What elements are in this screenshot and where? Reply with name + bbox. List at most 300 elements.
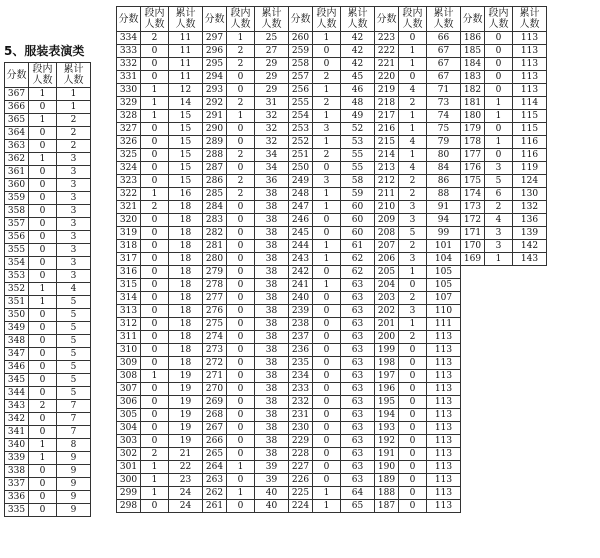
cumulative-cell: 38 [255, 214, 289, 227]
segment-count-cell: 2 [399, 97, 427, 110]
segment-count-cell: 0 [227, 240, 255, 253]
cumulative-cell: 11 [169, 58, 203, 71]
cumulative-cell: 113 [427, 422, 461, 435]
segment-count-cell: 0 [29, 322, 57, 335]
score-cell: 195 [375, 396, 399, 409]
cumulative-cell: 49 [341, 110, 375, 123]
score-cell: 358 [5, 205, 29, 218]
score-cell: 219 [375, 84, 399, 97]
cumulative-cell: 11 [169, 45, 203, 58]
segment-count-cell: 0 [141, 500, 169, 513]
segment-count-cell: 0 [399, 357, 427, 370]
score-cell: 170 [461, 240, 485, 253]
table-row [117, 97, 547, 110]
score-cell: 331 [117, 71, 141, 84]
cumulative-cell: 34 [255, 162, 289, 175]
cumulative-cell: 19 [169, 383, 203, 396]
empty-cell [461, 305, 547, 318]
cumulative-cell: 113 [513, 58, 547, 71]
cumulative-cell: 38 [255, 409, 289, 422]
empty-cell [461, 318, 547, 331]
score-cell: 184 [461, 58, 485, 71]
cumulative-cell: 46 [341, 84, 375, 97]
segment-count-cell: 0 [29, 218, 57, 231]
segment-count-cell: 0 [29, 478, 57, 491]
segment-count-cell: 5 [485, 175, 513, 188]
table-row [5, 101, 91, 114]
segment-count-cell: 1 [399, 123, 427, 136]
cumulative-cell: 62 [341, 266, 375, 279]
cumulative-cell: 53 [341, 136, 375, 149]
cumulative-cell: 29 [255, 84, 289, 97]
cumulative-cell: 18 [169, 305, 203, 318]
segment-count-cell: 0 [227, 344, 255, 357]
cumulative-cell: 116 [513, 149, 547, 162]
cumulative-cell: 110 [427, 305, 461, 318]
segment-count-cell: 0 [313, 448, 341, 461]
table-row [5, 88, 91, 101]
score-cell: 355 [5, 244, 29, 257]
score-cell: 289 [203, 136, 227, 149]
segment-count-cell: 2 [227, 175, 255, 188]
segment-count-cell: 0 [141, 396, 169, 409]
score-cell: 274 [203, 331, 227, 344]
score-cell: 216 [375, 123, 399, 136]
cumulative-cell: 45 [341, 71, 375, 84]
score-cell: 336 [5, 491, 29, 504]
segment-count-cell: 1 [313, 201, 341, 214]
segment-count-cell: 0 [399, 370, 427, 383]
score-cell: 245 [289, 227, 313, 240]
segment-count-cell: 0 [485, 123, 513, 136]
segment-count-cell: 0 [227, 383, 255, 396]
cumulative-cell: 38 [255, 240, 289, 253]
score-cell: 182 [461, 84, 485, 97]
score-cell: 326 [117, 136, 141, 149]
table-row [5, 348, 91, 361]
segment-count-cell: 0 [313, 409, 341, 422]
cumulative-cell: 64 [341, 487, 375, 500]
cumulative-cell: 66 [427, 32, 461, 45]
table-row [5, 140, 91, 153]
table-row [5, 426, 91, 439]
cumulative-header: 累计 人数 [169, 7, 203, 32]
cumulative-cell: 116 [513, 136, 547, 149]
segment-count-cell: 3 [485, 162, 513, 175]
cumulative-cell: 55 [341, 149, 375, 162]
segment-count-cell: 0 [141, 253, 169, 266]
cumulative-cell: 9 [57, 478, 91, 491]
segment-count-cell: 0 [485, 71, 513, 84]
segment-count-header: 段内 人数 [227, 7, 255, 32]
segment-count-cell: 0 [141, 409, 169, 422]
score-cell: 327 [117, 123, 141, 136]
cumulative-cell: 3 [57, 179, 91, 192]
score-cell: 185 [461, 45, 485, 58]
empty-cell [461, 422, 547, 435]
segment-count-cell: 1 [485, 97, 513, 110]
cumulative-cell: 18 [169, 214, 203, 227]
score-cell: 265 [203, 448, 227, 461]
segment-count-cell: 1 [227, 461, 255, 474]
score-cell: 299 [117, 487, 141, 500]
empty-cell [461, 448, 547, 461]
segment-count-cell: 0 [227, 409, 255, 422]
cumulative-cell: 130 [513, 188, 547, 201]
segment-count-cell: 0 [313, 357, 341, 370]
score-cell: 188 [375, 487, 399, 500]
score-cell: 173 [461, 201, 485, 214]
score-cell: 281 [203, 240, 227, 253]
score-cell: 273 [203, 344, 227, 357]
segment-count-cell: 0 [227, 357, 255, 370]
segment-count-cell: 2 [141, 32, 169, 45]
segment-count-cell: 1 [141, 370, 169, 383]
table-row [117, 175, 547, 188]
cumulative-cell: 3 [57, 192, 91, 205]
score-cell: 340 [5, 439, 29, 452]
left-score-table [4, 62, 91, 517]
segment-count-cell: 0 [141, 422, 169, 435]
cumulative-header: 累计 人数 [255, 7, 289, 32]
segment-count-cell: 3 [485, 240, 513, 253]
score-cell: 183 [461, 71, 485, 84]
table-row [117, 344, 547, 357]
score-cell: 225 [289, 487, 313, 500]
segment-count-cell: 1 [399, 58, 427, 71]
cumulative-cell: 24 [169, 487, 203, 500]
cumulative-cell: 40 [255, 500, 289, 513]
cumulative-cell: 3 [57, 205, 91, 218]
score-cell: 231 [289, 409, 313, 422]
segment-count-cell: 0 [29, 192, 57, 205]
score-cell: 208 [375, 227, 399, 240]
cumulative-cell: 105 [427, 279, 461, 292]
cumulative-cell: 11 [169, 32, 203, 45]
cumulative-cell: 38 [255, 357, 289, 370]
cumulative-cell: 38 [255, 305, 289, 318]
cumulative-cell: 11 [169, 71, 203, 84]
segment-count-cell: 0 [141, 136, 169, 149]
cumulative-cell: 40 [255, 487, 289, 500]
cumulative-cell: 63 [341, 474, 375, 487]
cumulative-cell: 115 [513, 110, 547, 123]
cumulative-cell: 55 [341, 162, 375, 175]
segment-count-cell: 0 [227, 279, 255, 292]
score-cell: 206 [375, 253, 399, 266]
segment-count-cell: 1 [313, 136, 341, 149]
score-cell: 309 [117, 357, 141, 370]
table-row [117, 266, 547, 279]
score-cell: 220 [375, 71, 399, 84]
segment-count-cell: 0 [29, 348, 57, 361]
score-cell: 175 [461, 175, 485, 188]
segment-count-cell: 0 [313, 305, 341, 318]
table-row [117, 123, 547, 136]
table-row [5, 244, 91, 257]
score-cell: 234 [289, 370, 313, 383]
cumulative-cell: 79 [427, 136, 461, 149]
segment-count-cell: 0 [29, 309, 57, 322]
cumulative-cell: 5 [57, 322, 91, 335]
cumulative-cell: 84 [427, 162, 461, 175]
segment-count-cell: 0 [29, 166, 57, 179]
score-cell: 310 [117, 344, 141, 357]
table-row [5, 205, 91, 218]
cumulative-cell: 12 [169, 84, 203, 97]
segment-count-cell: 3 [399, 305, 427, 318]
segment-count-cell: 0 [399, 461, 427, 474]
cumulative-cell: 38 [255, 292, 289, 305]
cumulative-cell: 94 [427, 214, 461, 227]
segment-count-cell: 2 [29, 400, 57, 413]
segment-count-cell: 1 [141, 461, 169, 474]
cumulative-cell: 18 [169, 266, 203, 279]
cumulative-cell: 113 [427, 500, 461, 513]
cumulative-cell: 113 [427, 357, 461, 370]
cumulative-cell: 38 [255, 396, 289, 409]
segment-count-cell: 0 [141, 162, 169, 175]
segment-count-cell: 0 [227, 84, 255, 97]
cumulative-cell: 63 [341, 370, 375, 383]
table-row [5, 439, 91, 452]
segment-count-cell: 3 [313, 175, 341, 188]
segment-count-cell: 0 [399, 383, 427, 396]
segment-count-cell: 0 [141, 266, 169, 279]
table-row [117, 396, 547, 409]
score-cell: 191 [375, 448, 399, 461]
table-row [117, 188, 547, 201]
cumulative-cell: 4 [57, 283, 91, 296]
score-cell: 365 [5, 114, 29, 127]
segment-count-cell: 0 [141, 279, 169, 292]
segment-count-cell: 1 [227, 487, 255, 500]
score-cell: 270 [203, 383, 227, 396]
score-cell: 179 [461, 123, 485, 136]
cumulative-cell: 18 [169, 357, 203, 370]
cumulative-cell: 32 [255, 110, 289, 123]
score-cell: 237 [289, 331, 313, 344]
table-row [117, 253, 547, 266]
segment-count-cell: 2 [399, 240, 427, 253]
cumulative-cell: 36 [255, 175, 289, 188]
table-row [117, 487, 547, 500]
cumulative-cell: 9 [57, 465, 91, 478]
segment-count-cell: 0 [29, 205, 57, 218]
segment-count-cell: 6 [485, 188, 513, 201]
cumulative-cell: 7 [57, 400, 91, 413]
score-cell: 325 [117, 149, 141, 162]
cumulative-cell: 3 [57, 270, 91, 283]
cumulative-cell: 8 [57, 439, 91, 452]
score-cell: 172 [461, 214, 485, 227]
score-cell: 313 [117, 305, 141, 318]
empty-cell [461, 409, 547, 422]
cumulative-cell: 124 [513, 175, 547, 188]
table-row [5, 374, 91, 387]
cumulative-cell: 15 [169, 123, 203, 136]
table-row [117, 422, 547, 435]
score-cell: 263 [203, 474, 227, 487]
cumulative-cell: 1 [57, 101, 91, 114]
table-row [5, 231, 91, 244]
score-cell: 189 [375, 474, 399, 487]
table-row [117, 71, 547, 84]
score-cell: 276 [203, 305, 227, 318]
cumulative-cell: 113 [513, 32, 547, 45]
segment-count-cell: 0 [141, 227, 169, 240]
cumulative-cell: 34 [255, 149, 289, 162]
cumulative-cell: 5 [57, 348, 91, 361]
segment-count-cell: 0 [313, 227, 341, 240]
segment-count-cell: 0 [227, 71, 255, 84]
table-row [5, 400, 91, 413]
segment-count-cell: 3 [399, 201, 427, 214]
cumulative-cell: 91 [427, 201, 461, 214]
empty-cell [461, 474, 547, 487]
cumulative-cell: 62 [341, 253, 375, 266]
segment-count-cell: 3 [313, 123, 341, 136]
cumulative-cell: 63 [341, 396, 375, 409]
cumulative-cell: 38 [255, 448, 289, 461]
segment-count-cell: 0 [227, 136, 255, 149]
table-row [5, 465, 91, 478]
cumulative-cell: 39 [255, 461, 289, 474]
cumulative-cell: 19 [169, 409, 203, 422]
score-cell: 227 [289, 461, 313, 474]
cumulative-cell: 105 [427, 266, 461, 279]
cumulative-cell: 59 [341, 188, 375, 201]
segment-count-cell: 1 [485, 136, 513, 149]
score-cell: 269 [203, 396, 227, 409]
cumulative-cell: 63 [341, 409, 375, 422]
score-cell: 300 [117, 474, 141, 487]
segment-count-cell: 1 [141, 188, 169, 201]
table-row [117, 240, 547, 253]
cumulative-cell: 29 [255, 71, 289, 84]
cumulative-cell: 113 [427, 331, 461, 344]
cumulative-cell: 9 [57, 452, 91, 465]
score-cell: 275 [203, 318, 227, 331]
cumulative-cell: 63 [341, 357, 375, 370]
segment-count-cell: 0 [141, 292, 169, 305]
score-cell: 271 [203, 370, 227, 383]
score-cell: 243 [289, 253, 313, 266]
segment-count-cell: 0 [313, 45, 341, 58]
table-row [5, 478, 91, 491]
cumulative-cell: 3 [57, 218, 91, 231]
score-cell: 201 [375, 318, 399, 331]
segment-count-cell: 0 [29, 387, 57, 400]
table-row [117, 318, 547, 331]
segment-count-cell: 0 [29, 335, 57, 348]
cumulative-cell: 38 [255, 331, 289, 344]
score-cell: 303 [117, 435, 141, 448]
cumulative-cell: 38 [255, 253, 289, 266]
score-cell: 291 [203, 110, 227, 123]
score-cell: 197 [375, 370, 399, 383]
cumulative-cell: 38 [255, 201, 289, 214]
score-cell: 366 [5, 101, 29, 114]
score-cell: 214 [375, 149, 399, 162]
cumulative-cell: 19 [169, 435, 203, 448]
score-cell: 332 [117, 58, 141, 71]
segment-count-cell: 1 [399, 149, 427, 162]
score-cell: 301 [117, 461, 141, 474]
table-row [5, 296, 91, 309]
score-cell: 241 [289, 279, 313, 292]
score-cell: 342 [5, 413, 29, 426]
score-cell: 233 [289, 383, 313, 396]
segment-count-cell: 0 [227, 305, 255, 318]
score-cell: 344 [5, 387, 29, 400]
table-row [117, 383, 547, 396]
table-row [117, 409, 547, 422]
score-cell: 304 [117, 422, 141, 435]
cumulative-cell: 2 [57, 114, 91, 127]
segment-count-cell: 4 [485, 214, 513, 227]
cumulative-cell: 25 [255, 32, 289, 45]
segment-count-cell: 0 [399, 409, 427, 422]
empty-cell [461, 500, 547, 513]
table-row [117, 201, 547, 214]
cumulative-cell: 63 [341, 448, 375, 461]
score-cell: 222 [375, 45, 399, 58]
segment-count-cell: 0 [399, 344, 427, 357]
score-cell: 254 [289, 110, 313, 123]
cumulative-cell: 18 [169, 253, 203, 266]
score-cell: 190 [375, 461, 399, 474]
score-cell: 261 [203, 500, 227, 513]
table-row [5, 283, 91, 296]
segment-count-cell: 1 [399, 110, 427, 123]
segment-count-cell: 4 [399, 162, 427, 175]
score-cell: 203 [375, 292, 399, 305]
segment-count-cell: 0 [227, 214, 255, 227]
segment-count-cell: 1 [313, 279, 341, 292]
segment-count-cell: 0 [227, 227, 255, 240]
score-cell: 232 [289, 396, 313, 409]
score-cell: 350 [5, 309, 29, 322]
cumulative-cell: 113 [427, 435, 461, 448]
score-header: 分数 [203, 7, 227, 32]
score-cell: 357 [5, 218, 29, 231]
cumulative-cell: 80 [427, 149, 461, 162]
table-row [5, 153, 91, 166]
score-cell: 248 [289, 188, 313, 201]
cumulative-cell: 60 [341, 227, 375, 240]
table-row [117, 474, 547, 487]
score-cell: 279 [203, 266, 227, 279]
segment-count-cell: 0 [227, 201, 255, 214]
cumulative-cell: 104 [427, 253, 461, 266]
cumulative-cell: 63 [341, 305, 375, 318]
table-row [117, 331, 547, 344]
segment-count-cell: 0 [313, 266, 341, 279]
cumulative-cell: 63 [341, 435, 375, 448]
segment-count-cell: 1 [141, 97, 169, 110]
cumulative-cell: 29 [255, 58, 289, 71]
segment-count-cell: 0 [313, 344, 341, 357]
segment-count-cell: 0 [313, 58, 341, 71]
table-row [5, 257, 91, 270]
cumulative-cell: 32 [255, 123, 289, 136]
segment-count-cell: 0 [227, 318, 255, 331]
table-row [5, 322, 91, 335]
score-cell: 205 [375, 266, 399, 279]
segment-count-cell: 0 [29, 101, 57, 114]
score-header: 分数 [289, 7, 313, 32]
